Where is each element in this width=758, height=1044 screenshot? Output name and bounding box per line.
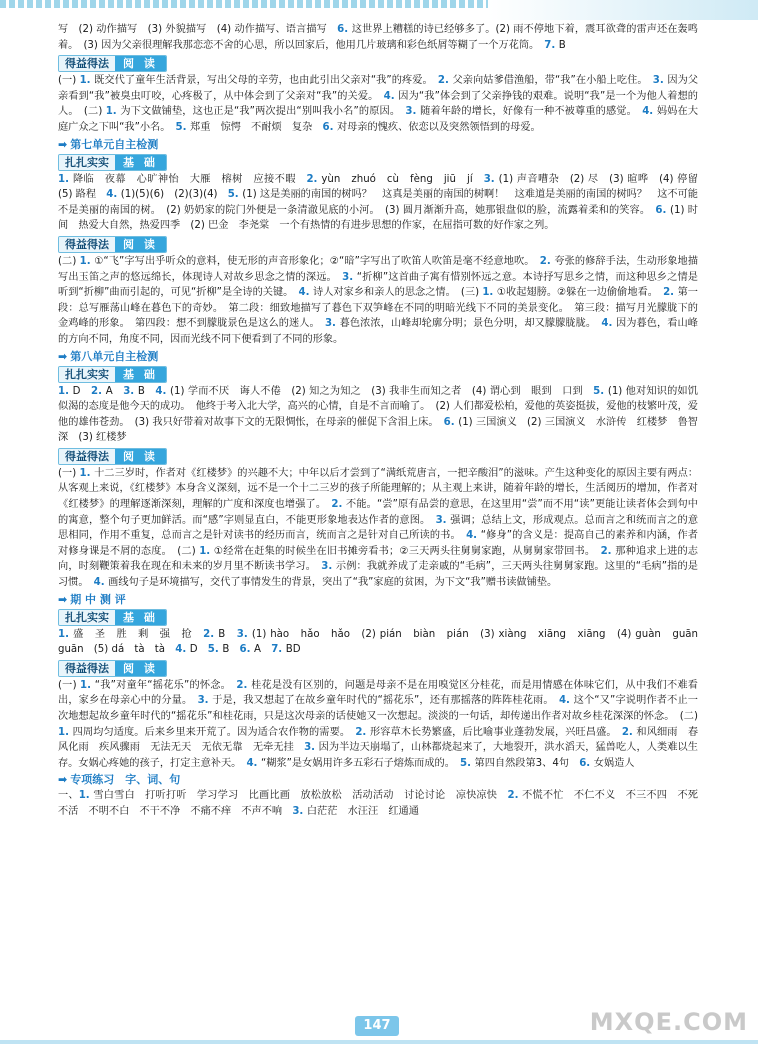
unit-heading-text: 期 中 测 评 xyxy=(70,592,126,606)
question-number: 5. xyxy=(175,121,191,133)
section-header-tag: 阅 读 xyxy=(115,449,166,464)
page-number: 147 xyxy=(355,1016,399,1036)
section-header xyxy=(58,366,698,383)
section-header-tag: 基 础 xyxy=(115,367,166,382)
section-header-tag: 阅 读 xyxy=(115,661,166,676)
question-number: 2. xyxy=(663,287,678,299)
section-header-label: 得益得法 xyxy=(59,661,115,676)
top-decorative-gradient xyxy=(488,0,758,20)
question-number: 7. xyxy=(271,644,286,656)
unit-heading-text: 第八单元自主检测 xyxy=(70,349,159,363)
question-number: 2. xyxy=(331,499,346,511)
section-header xyxy=(58,55,698,72)
question-number: 1. xyxy=(58,726,73,738)
question-number: 4. xyxy=(466,530,481,542)
question-number: 4. xyxy=(106,189,121,201)
unit-heading xyxy=(58,772,698,787)
arrow-right-icon: ➡ xyxy=(58,137,68,151)
section-header-tag: 基 础 xyxy=(115,610,166,625)
question-number: 4. xyxy=(246,757,261,769)
question-number: 7. xyxy=(544,39,559,51)
question-number: 2. xyxy=(306,173,322,185)
section-header-label: 得益得法 xyxy=(59,237,115,252)
question-number: 6. xyxy=(337,24,352,35)
question-number: 4. xyxy=(383,90,399,102)
question-number: 1. xyxy=(58,173,73,185)
question-number: 2. xyxy=(437,75,453,87)
question-number: 5. xyxy=(593,385,608,397)
question-number: 2. xyxy=(236,679,252,691)
section-header-box xyxy=(58,609,167,626)
question-number: 2. xyxy=(91,385,106,397)
question-number: 6. xyxy=(655,204,670,216)
question-number: 4. xyxy=(298,287,314,299)
question-number: 6. xyxy=(239,644,255,656)
unit-heading xyxy=(58,592,698,607)
answer-paragraph: 一、1. 雪白雪白 打听打听 学习学习 比画比画 放松放松 活动活动 讨论讨论 凉快凉快 2. 不慌不忙 不仁不义 不三不四 不死不活 不明不白 不干不净 不痛不痒 不声不响 3. 白茫茫 水汪汪 红通通 xyxy=(58,790,698,817)
question-number: 3. xyxy=(652,75,668,87)
answer-paragraph: 1. 降临 夜幕 心旷神怡 大雁 榕树 应接不暇 2. yùn zhuó cù fèng jiū jí 3. (1) 声音嘈杂 (2) 尽 (3) 暄哗 (4) 停留 (5) 路程 4. (1)(5)(6) (2)(3)(4) 5. (1) 这是美丽的南国的树吗？ 这真是美丽的南国的树啊！ 这难道是美丽的南国的树吗？ 这不可能不是美丽的南国的树。 (2) 奶奶家的院门外便是一条清澈见底的小河。 (3) 圆月渐渐升高，她那银盘似的脸，流露着柔和的笑容。 6. (1) 时间 热爱大自然，热爱四季 (2) 巴金 李尧棠 一个有热情的有进步思想的作家，在屈指可数的好作家之列。 xyxy=(58,173,709,232)
section-header xyxy=(58,660,698,677)
question-number: 1. xyxy=(79,75,95,87)
question-number: 3. xyxy=(236,628,252,640)
question-number: 2. xyxy=(203,628,219,640)
arrow-right-icon: ➡ xyxy=(58,592,68,606)
question-number: 3. xyxy=(123,385,138,397)
question-number: 3. xyxy=(342,271,357,283)
section-header-box xyxy=(58,154,167,171)
section-header-tag: 阅 读 xyxy=(115,56,166,71)
answer-paragraph: (一) 1. 十二三岁时，作者对《红楼梦》的兴趣不大；中年以后才尝到了“满纸荒唐言，一把辛酸泪”的滋味。产生这种变化的原因主要有两点：从客观上来说，《红楼梦》本身含义深刻，远不是一个十二三岁的孩子所能理解的；从主观上来讲，随着年龄的增长，生活阅历的增加，作者对《红楼梦》的理解逐渐深刻，理解的广度和深度也增强了。 2. 不能。“尝”原有品尝的意思，在这里用“尝”而不用“读”更能让读者体会到句中的寓意，整个句子更加鲜活。而“感”字则显直白，不能更形象地表达作者的意图。 3. 强调；总结上文，形成观点。总而言之和统而言之的意思相同，作用不重复，总而言之是针对读书的经历而言，统而言之是针对自己所读的书。 4. “修身”的含义是：提高自己的素养和内涵，作者对修身课是不屑的态度。 (二) 1. ①经常在赶集的时候坐在旧书摊旁看书；②三天两头往舅舅家跑，从舅舅家带回书。 2. 那种追求上进的志向，时刻鞭策着我在现在和未来的岁月里不断读书学习。 3. 示例：我就养成了走亲戚的“毛病”，三天两头往舅舅家跑。这里的“毛病”指的是习惯。 4. 画线句子是环境描写，交代了事情发生的背景，突出了“我”家庭的贫困，为下文“我”赠书读做铺垫。 xyxy=(58,467,699,589)
question-number: 1. xyxy=(79,255,95,267)
section-header-label: 扎扎实实 xyxy=(59,367,115,382)
question-number: 1. xyxy=(199,545,214,557)
section-header-box xyxy=(58,660,167,677)
section-header xyxy=(58,236,698,253)
arrow-right-icon: ➡ xyxy=(58,349,68,363)
section-header xyxy=(58,154,698,171)
question-number: 2. xyxy=(600,545,616,557)
question-number: 1. xyxy=(58,628,74,640)
question-number: 1. xyxy=(80,679,95,691)
answer-paragraph: 1. 盛 圣 胜 剩 强 抢 2. B 3. (1) hào hǎo hǎo (2) pián biàn pián (3) xiàng xiāng xiāng (4) guàn guān guān (5) dá tà tà 4. D 5. B 6. A 7. BD xyxy=(58,628,709,656)
section-header-tag: 基 础 xyxy=(115,155,166,170)
unit-heading-text: 第七单元自主检测 xyxy=(70,137,159,151)
section-header xyxy=(58,448,698,465)
question-number: 6. xyxy=(322,121,337,133)
question-number: 1. xyxy=(78,790,94,802)
question-number: 3. xyxy=(324,318,340,330)
unit-heading xyxy=(58,349,698,364)
section-header-label: 得益得法 xyxy=(59,449,115,464)
answer-paragraph: (二) 1. ①“飞”字写出乎听众的意料，使无形的声音形象化；②“暗”字写出了吹笛人吹笛是毫不经意地吹。 2. 夸张的修辞手法，生动形象地描写出玉笛之声的悠远绵长，体现诗人对故乡思念之情的深远。 3. “折柳”这首曲子寓有惜别怀远之意。本诗抒写思乡之情，而这种思乡之情是听到“折柳”曲而引起的，可见“折柳”是全诗的关键。 4. 诗人对家乡和亲人的思念之情。 (三) 1. ①收起翅膀。②躲在一边偷偷地看。 2. 第一段：总写雁荡山峰在暮色下的奇妙。 第二段：细致地描写了暮色下双笋峰在不同的明暗光线下不同的美景变化。 第三段：描写月光朦胧下的金鸡峰的形象。 第四段：想不到朦胧景色是这么的迷人。 3. 暮色浓浓，山峰却轮廓分明；景色分明，却又朦朦胧胧。 4. 因为暮色，看山峰的方向不同，角度不同，因而光线不同下便看到了不同的形象。 xyxy=(58,255,699,345)
unit-heading-text: 专项练习 字、词、句 xyxy=(70,773,181,787)
section-header-box xyxy=(58,366,167,383)
question-number: 4. xyxy=(175,644,190,656)
question-number: 3. xyxy=(292,805,307,817)
question-number: 4. xyxy=(642,106,657,118)
answer-paragraph: (一) 1. “我”对童年“摇花乐”的怀念。 2. 桂花是没有区别的，问题是母亲不是在用嗅觉区分桂花，而是用情感在体味它们，从中我们不难看出，家乡在母亲心中的分量。 3. 于是，我又想起了在故乡童年时代的“摇花乐”，还有那摇落的阵阵桂花雨。 4. 这个“又”字说明作者不止一次地想起故乡童年时代的“摇花乐”和桂花雨，只是这次母亲的话使她又一次想起。淡淡的一句话，却传递出作者对故乡桂花深深的怀念。 (二) 1. 四周均匀适度。后来乡里来开荒了。因为适合农作物的需要。 2. 形容草木长势繁盛，后比喻事业蓬勃发展，兴旺昌盛。 2. 和风细雨 春风化雨 疾风骤雨 无法无天 无依无靠 无牵无挂 3. 因为半边天崩塌了，山林都烧起来了，大地裂开，洪水滔天，猛兽吃人，人类难以生存。女娲心疼她的孩子，打定主意补天。 4. “糊浆”是女娲用许多五彩石子熔炼而成的。 5. 第四自然段第3、4句 6. 女娲造人 xyxy=(58,679,699,769)
answer-key-content xyxy=(58,22,709,820)
question-number: 1. xyxy=(79,467,95,479)
section-header-box xyxy=(58,55,167,72)
section-header-box xyxy=(58,448,167,465)
question-number: 1. xyxy=(58,385,73,397)
question-number: 3. xyxy=(405,106,421,118)
question-number: 1. xyxy=(482,287,497,299)
question-number: 4. xyxy=(601,318,616,330)
question-number: 2. xyxy=(355,726,370,738)
question-number: 4. xyxy=(93,577,109,589)
question-number: 3. xyxy=(435,514,451,526)
watermark: MXQE.COM xyxy=(589,1008,748,1036)
question-number: 5. xyxy=(227,189,243,201)
section-header-label: 扎扎实实 xyxy=(59,155,115,170)
unit-heading xyxy=(58,137,698,152)
section-header-tag: 阅 读 xyxy=(115,237,166,252)
question-number: 5. xyxy=(207,644,223,656)
question-number: 6. xyxy=(579,757,594,769)
section-header xyxy=(58,609,698,626)
question-number: 3. xyxy=(321,561,336,573)
bottom-decorative-band xyxy=(0,1040,758,1044)
section-header-box xyxy=(58,236,167,253)
question-number: 3. xyxy=(483,173,499,185)
answer-paragraph: 1. D 2. A 3. B 4. (1) 学而不厌 诲人不倦 (2) 知之为知之 (3) 我非生而知之者 (4) 谓心到 眼到 口到 5. (1) 他对知识的如饥似渴的态度是他今天的成功。 他终于考入北大学，高兴的心情，自是不言而喻了。 (2) 人们都爱松柏，爱他的英姿挺拔，爱他的枝繁叶茂，爱他的雄伟苍劲。 (3) 我只好带着对故事下文的无限惆怅，在母亲的催促下含泪上床。 6. (1) 三国演义 (2) 三国演义 水浒传 红楼梦 鲁智深 (3) 红楼梦 xyxy=(58,385,698,444)
question-number: 6. xyxy=(443,416,459,428)
question-number: 4. xyxy=(155,385,171,397)
section-header-label: 得益得法 xyxy=(59,56,115,71)
question-number: 2. xyxy=(621,726,637,738)
question-number: 4. xyxy=(558,695,574,707)
answer-paragraph: 写 (2) 动作描写 (3) 外貌描写 (4) 动作描写、语言描写 6. 这世界上糟糕的诗已经够多了。(2) 雨不停地下着，震耳欲聋的雷声还在轰鸣着。 (3) 因为父亲很理解我那恋恋不舍的心思，所以回家后，他用几片玻璃和彩色纸屑等糊了一个万花筒。 7. B xyxy=(58,24,698,51)
arrow-right-icon: ➡ xyxy=(58,773,68,787)
question-number: 1. xyxy=(105,106,121,118)
question-number: 2. xyxy=(507,790,523,802)
answer-paragraph: (一) 1. 既交代了童年生活背景，写出父母的辛劳，也由此引出父亲对“我”的疼爱。 2. 父亲向姑爹借渔船，带“我”在小船上吃住。 3. 因为父亲看到“我”被臭虫叮咬，心疼极了，从中体会到了父亲对“我”的关爱。 4. 因为“我”体会到了父亲挣钱的艰难。说明“我”是一个为他人着想的人。 (二) 1. 为下文做铺垫，这也正是“我”两次提出“别叫我小名”的原因。 3. 随着年龄的增长，好像有一种不被尊重的感觉。 4. 妈妈在大庭广众之下叫“我”小名。 5. 郑重 惊愕 不耐烦 复杂 6. 对母亲的愧疚、依恋以及突然领悟到的母爱。 xyxy=(58,75,699,133)
question-number: 3. xyxy=(197,695,213,707)
question-number: 5. xyxy=(460,757,475,769)
section-header-label: 扎扎实实 xyxy=(59,610,115,625)
question-number: 3. xyxy=(304,742,319,754)
question-number: 2. xyxy=(539,255,555,267)
